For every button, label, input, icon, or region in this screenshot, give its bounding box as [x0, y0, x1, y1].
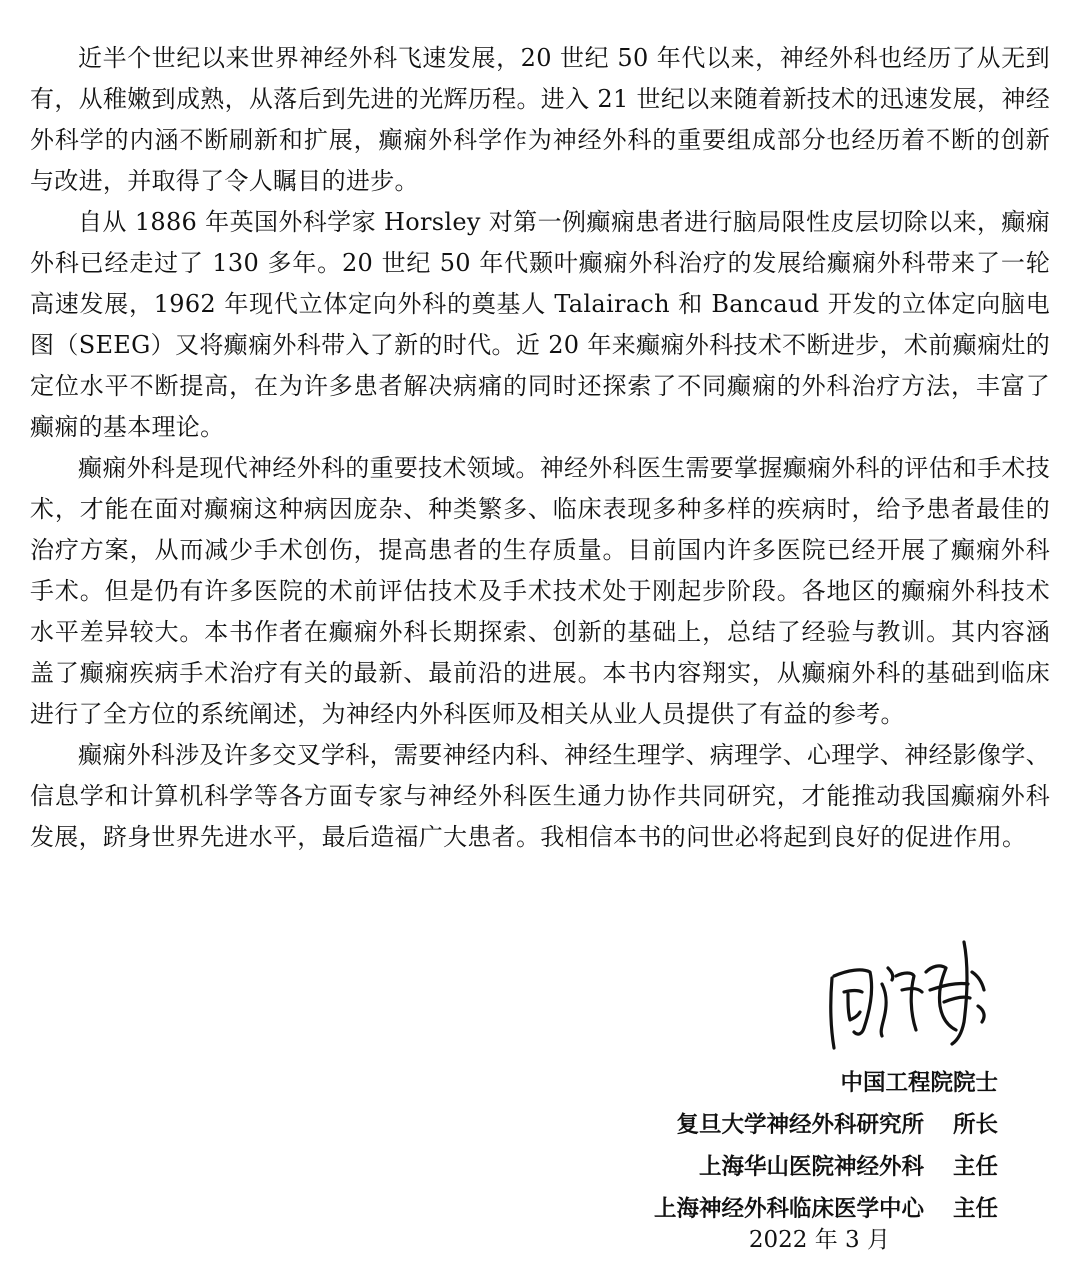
preface-date: 2022 年 3 月 [748, 1227, 890, 1253]
handwritten-signature [818, 932, 1008, 1054]
affiliation-org: 上海神经外科临床医学中心 [653, 1196, 924, 1222]
affiliation-org: 复旦大学神经外科研究所 [676, 1112, 924, 1138]
affiliation-role: 所长 [952, 1112, 998, 1138]
paragraph-3: 癫痫外科是现代神经外科的重要技术领域。神经外科医生需要掌握癫痫外科的评估和手术技术，才能在面对癫痫这种病因庞杂、种类繁多、临床表现多种多样的疾病时，给予患者最佳的治疗方案，从而减少手术创伤，提高患者的生存质量。目前国内许多医院已经开展了癫痫外科手术。但是仍有许多医院的术前评估技术及手术技术处于刚起步阶段。各地区的癫痫外科技术水平差异较大。本书作者在癫痫外科长期探索、创新的基础上，总结了经验与教训。其内容涵盖了癫痫疾病手术治疗有关的最新、最前沿的进展。本书内容翔实，从癫痫外科的基础到临床进行了全方位的系统阐述，为神经内外科医师及相关从业人员提供了有益的参考。 [30, 454, 1050, 728]
affiliation-line-2 [654, 1104, 998, 1146]
paragraph-1: 近半个世纪以来世界神经外科飞速发展，20 世纪 50 年代以来，神经外科也经历了从无到有，从稚嫩到成熟，从落后到先进的光辉历程。进入 21 世纪以来随着新技术的迅速发展，神经外科学的内涵不断刷新和扩展，癫痫外科学作为神经外科的重要组成部分也经历着不断的创新与改进，并取得了令人瞩目的进步。 [30, 44, 1050, 195]
affiliation-org: 上海华山医院神经外科 [698, 1154, 924, 1180]
paragraph-2: 自从 1886 年英国外科学家 Horsley 对第一例癫痫患者进行脑局限性皮层切除以来，癫痫外科已经走过了 130 多年。20 世纪 50 年代颞叶癫痫外科治疗的发展给癫痫外科带来了一轮高速发展，1962 年现代立体定向外科的奠基人 Talairach 和 Bancaud 开发的立体定向脑电图（SEEG）又将癫痫外科带入了新的时代。近 20 年来癫痫外科技术不断进步，术前癫痫灶的定位水平不断提高，在为许多患者解决病痛的同时还探索了不同癫痫的外科治疗方法，丰富了癫痫的基本理论。 [30, 208, 1050, 441]
paragraph-4: 癫痫外科涉及许多交叉学科，需要神经内科、神经生理学、病理学、心理学、神经影像学、信息学和计算机科学等各方面专家与神经外科医生通力协作共同研究，才能推动我国癫痫外科发展，跻身世界先进水平，最后造福广大患者。我相信本书的问世必将起到良好的促进作用。 [30, 741, 1050, 851]
affiliation-role: 主任 [952, 1154, 998, 1180]
affiliation-line-3 [654, 1146, 998, 1188]
preface-body [30, 38, 1050, 858]
affiliation-line-1 [654, 1062, 998, 1104]
author-affiliations [654, 1062, 998, 1230]
affiliation-role: 主任 [952, 1196, 998, 1222]
affiliation-org: 中国工程院院士 [840, 1070, 998, 1096]
